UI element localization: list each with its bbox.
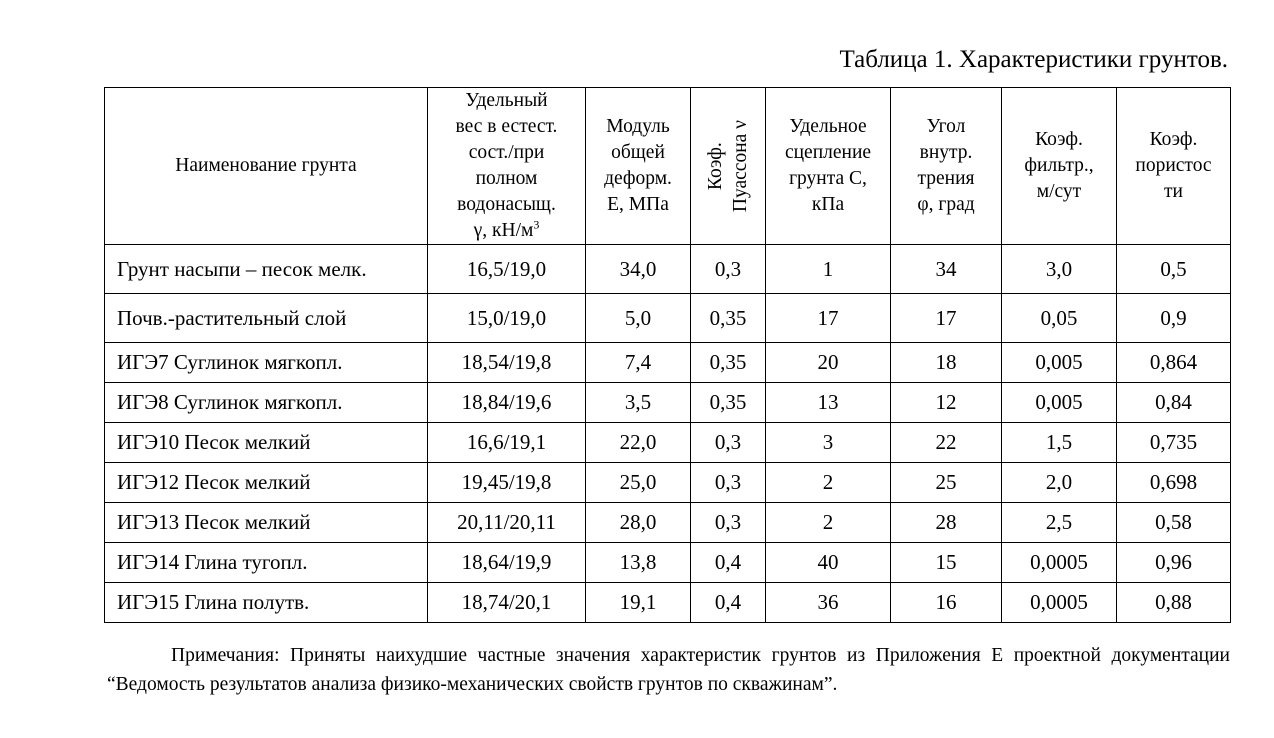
cell-porosity: 0,96 (1117, 543, 1231, 583)
cell-poisson: 0,3 (691, 503, 766, 543)
cell-friction: 25 (891, 463, 1002, 503)
cell-name: ИГЭ13 Песок мелкий (105, 503, 428, 543)
cell-porosity: 0,5 (1117, 245, 1231, 294)
cell-filtration: 2,5 (1002, 503, 1117, 543)
cell-cohesion: 2 (766, 463, 891, 503)
table-header-row (105, 88, 1231, 245)
cell-weight: 18,64/19,9 (428, 543, 586, 583)
table-body (105, 245, 1231, 623)
cell-filtration: 0,005 (1002, 383, 1117, 423)
header-filtration: Коэф. фильтр., м/сут (1002, 88, 1117, 245)
cell-poisson: 0,3 (691, 463, 766, 503)
cell-name: ИГЭ15 Глина полутв. (105, 583, 428, 623)
cell-porosity: 0,735 (1117, 423, 1231, 463)
cell-cohesion: 20 (766, 343, 891, 383)
cell-friction: 15 (891, 543, 1002, 583)
cell-poisson: 0,35 (691, 294, 766, 343)
cell-modulus: 28,0 (586, 503, 691, 543)
table-row (105, 583, 1231, 623)
cell-porosity: 0,84 (1117, 383, 1231, 423)
cell-filtration: 2,0 (1002, 463, 1117, 503)
cell-modulus: 22,0 (586, 423, 691, 463)
cell-modulus: 13,8 (586, 543, 691, 583)
cell-modulus: 19,1 (586, 583, 691, 623)
note-text: Примечания: Приняты наихудшие частные значения характеристик грунтов из Приложения Е проектной документации “Ведомость результатов анализа физико-механических свойств грунтов по скважинам”. (107, 645, 1230, 695)
header-weight-sup: 3 (533, 217, 540, 232)
cell-name: Почв.-растительный слой (105, 294, 428, 343)
cell-modulus: 25,0 (586, 463, 691, 503)
header-name: Наименование грунта (105, 88, 428, 245)
cell-friction: 18 (891, 343, 1002, 383)
table-row (105, 383, 1231, 423)
table-row (105, 463, 1231, 503)
cell-weight: 18,54/19,8 (428, 343, 586, 383)
cell-cohesion: 36 (766, 583, 891, 623)
cell-poisson: 0,4 (691, 583, 766, 623)
header-friction: Угол внутр. трения φ, град (891, 88, 1002, 245)
header-poisson: Коэф. Пуассона ν (691, 88, 766, 245)
cell-friction: 17 (891, 294, 1002, 343)
soil-characteristics-table (104, 87, 1231, 623)
cell-cohesion: 17 (766, 294, 891, 343)
cell-weight: 18,74/20,1 (428, 583, 586, 623)
cell-friction: 12 (891, 383, 1002, 423)
header-weight: Удельный вес в естест. сост./при полном водонасыщ. γ, $кН/м^3$ (428, 88, 586, 245)
cell-friction: 16 (891, 583, 1002, 623)
cell-filtration: 3,0 (1002, 245, 1117, 294)
cell-filtration: 0,0005 (1002, 583, 1117, 623)
header-porosity: Коэф. пористос ти (1117, 88, 1231, 245)
cell-poisson: 0,3 (691, 245, 766, 294)
cell-name: ИГЭ10 Песок мелкий (105, 423, 428, 463)
cell-name: ИГЭ12 Песок мелкий (105, 463, 428, 503)
cell-friction: 34 (891, 245, 1002, 294)
cell-porosity: 0,864 (1117, 343, 1231, 383)
cell-name: ИГЭ7 Суглинок мягкопл. (105, 343, 428, 383)
cell-filtration: 1,5 (1002, 423, 1117, 463)
cell-weight: 19,45/19,8 (428, 463, 586, 503)
cell-filtration: 0,05 (1002, 294, 1117, 343)
cell-porosity: 0,9 (1117, 294, 1231, 343)
header-modulus: Модуль общей деформ. Е, МПа (586, 88, 691, 245)
table-row (105, 343, 1231, 383)
table-row (105, 543, 1231, 583)
cell-poisson: 0,4 (691, 543, 766, 583)
cell-cohesion: 13 (766, 383, 891, 423)
cell-cohesion: 40 (766, 543, 891, 583)
cell-weight: 18,84/19,6 (428, 383, 586, 423)
cell-cohesion: 1 (766, 245, 891, 294)
cell-filtration: 0,005 (1002, 343, 1117, 383)
cell-porosity: 0,58 (1117, 503, 1231, 543)
cell-name: Грунт насыпи – песок мелк. (105, 245, 428, 294)
cell-poisson: 0,35 (691, 383, 766, 423)
cell-cohesion: 3 (766, 423, 891, 463)
table-row (105, 294, 1231, 343)
table-row (105, 423, 1231, 463)
cell-modulus: 5,0 (586, 294, 691, 343)
cell-modulus: 34,0 (586, 245, 691, 294)
cell-weight: 16,5/19,0 (428, 245, 586, 294)
cell-friction: 22 (891, 423, 1002, 463)
cell-cohesion: 2 (766, 503, 891, 543)
cell-weight: 16,6/19,1 (428, 423, 586, 463)
cell-name: ИГЭ8 Суглинок мягкопл. (105, 383, 428, 423)
cell-poisson: 0,3 (691, 423, 766, 463)
table-caption: Таблица 1. Характеристики грунтов. (839, 46, 1228, 73)
cell-modulus: 7,4 (586, 343, 691, 383)
table-row (105, 503, 1231, 543)
cell-name: ИГЭ14 Глина тугопл. (105, 543, 428, 583)
cell-weight: 20,11/20,11 (428, 503, 586, 543)
header-cohesion: Удельное сцепление грунта С, кПа (766, 88, 891, 245)
cell-poisson: 0,35 (691, 343, 766, 383)
cell-modulus: 3,5 (586, 383, 691, 423)
cell-porosity: 0,698 (1117, 463, 1231, 503)
table-row (105, 245, 1231, 294)
cell-porosity: 0,88 (1117, 583, 1231, 623)
cell-filtration: 0,0005 (1002, 543, 1117, 583)
table-note (107, 641, 1230, 699)
cell-friction: 28 (891, 503, 1002, 543)
cell-weight: 15,0/19,0 (428, 294, 586, 343)
